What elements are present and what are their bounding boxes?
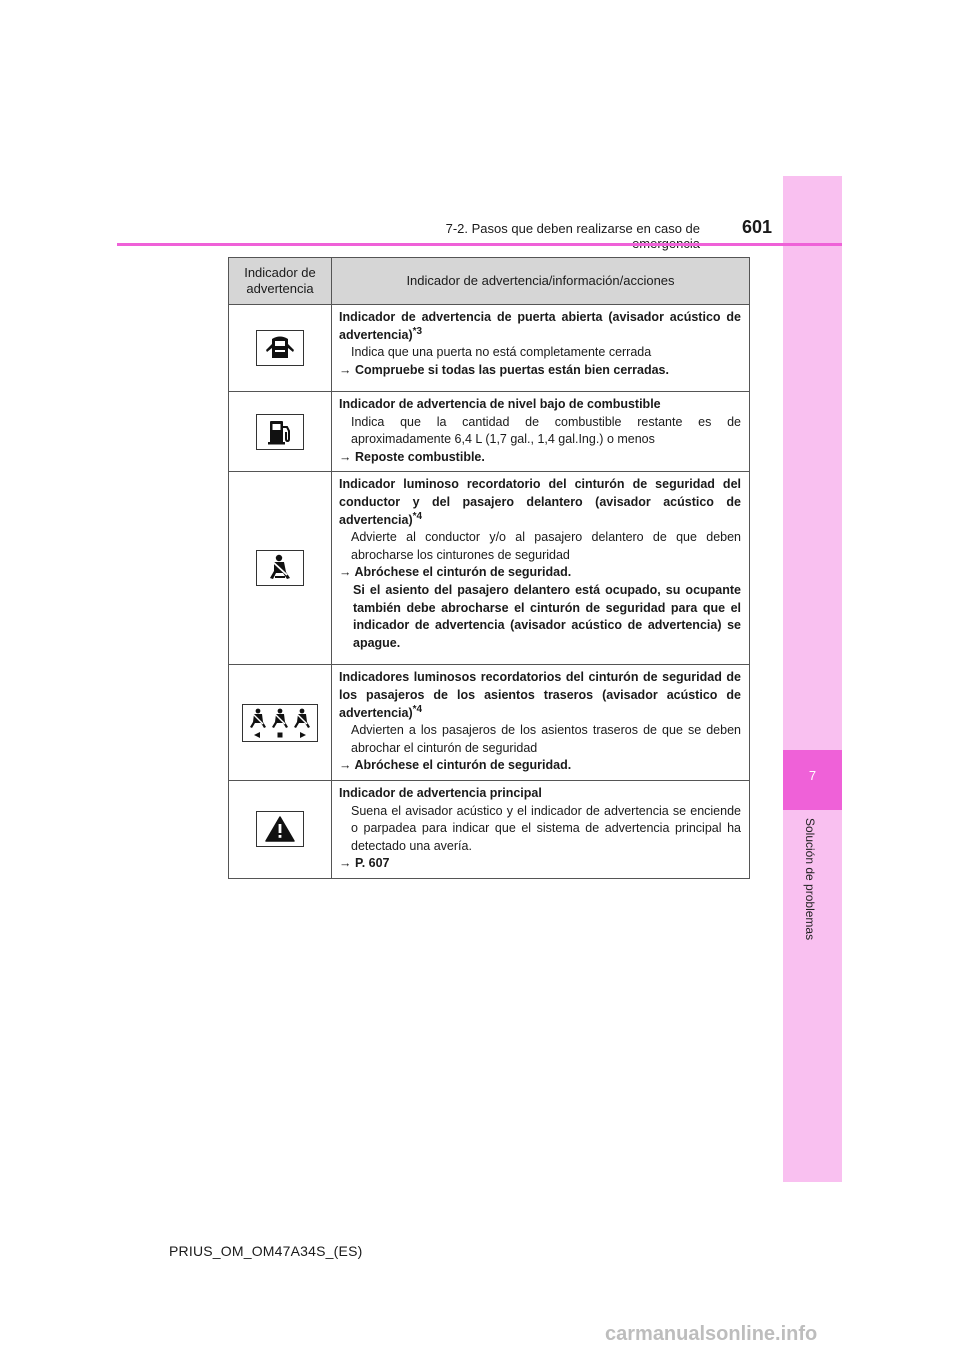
warning-indicator-table [228, 257, 750, 879]
row-description [332, 780, 750, 878]
row-title: Indicador luminoso recordatorio del cinturón de seguridad del conductor y del pasajero delantero (avisador acústico de advertencia)$^{*4}$ [339, 477, 741, 527]
rear-seatbelts-icon [242, 704, 318, 742]
header-divider [117, 243, 842, 246]
chapter-side-tab [783, 176, 842, 1182]
section-title: 7-2. Pasos que deben realizarse en caso de [445, 221, 700, 236]
row-action: → P. 607 [339, 856, 390, 871]
table-row [229, 392, 750, 472]
chapter-number: 7 [808, 768, 817, 783]
row-body: Advierten a los pasajeros de los asientos traseros de que se deben abrochar el cinturón de seguridad [351, 723, 741, 755]
row-title: Indicadores luminosos recordatorios del cinturón de seguridad de los pasajeros de los asientos traseros (avisador acústico de advertencia)$^{*4}$ [339, 670, 741, 720]
document-code: PRIUS_OM_OM47A34S_(ES) [169, 1243, 363, 1259]
row-body: Indica que una puerta no está completamente cerrada [351, 345, 652, 360]
table-row [229, 665, 750, 781]
table-row [229, 305, 750, 392]
row-title: Indicador de advertencia de puerta abierta (avisador acústico de advertencia)$^{*3}$ [339, 310, 741, 342]
table-header-row [229, 258, 750, 305]
row-description [332, 472, 750, 665]
row-body: Suena el avisador acústico y el indicador de advertencia se enciende o parpadea para indicar que el sistema de advertencia principal ha detectado una avería. [351, 803, 741, 853]
row-description [332, 305, 750, 392]
seatbelt-icon [256, 550, 304, 586]
row-title: Indicador de advertencia principal [339, 785, 542, 800]
icon-cell [229, 472, 332, 665]
chapter-title: Solución de problemas [803, 818, 817, 941]
fuel-pump-icon [256, 414, 304, 450]
row-body: Advierte al conductor y/o al pasajero delantero de que deben abrocharse los cinturones de seguridad [351, 530, 741, 562]
row-body: Indica que la cantidad de combustible restante es de aproximadamente 6,4 L (1,7 gal., 1,4 gal.Ing.) o menos [351, 414, 741, 447]
row-action: → Compruebe si todas las puertas están bien cerradas. [339, 362, 669, 377]
row-description [332, 392, 750, 472]
table-row [229, 780, 750, 878]
icon-cell [229, 665, 332, 781]
row-description [332, 665, 750, 781]
row-note: Si el asiento del pasajero delantero está ocupado, su ocupante también debe abrocharse el cinturón de seguridad para que el indicador de advertencia (avisador acústico de advertencia) se apague. [353, 582, 741, 650]
row-title: Indicador de advertencia de nivel bajo de combustible [339, 397, 661, 411]
row-action: → Abróchese el cinturón de seguridad. [339, 565, 572, 580]
header-icon-column: Indicador de advertencia [229, 258, 332, 305]
page-number: 601 [742, 217, 773, 237]
header-desc-column: Indicador de advertencia/información/acciones [332, 258, 750, 305]
icon-cell [229, 392, 332, 472]
watermark: carmanualsonline.info [605, 1323, 818, 1345]
row-action: → Reposte combustible. [339, 449, 485, 464]
door-open-icon [256, 330, 304, 366]
icon-cell [229, 780, 332, 878]
master-warning-icon [256, 811, 304, 847]
row-action: → Abróchese el cinturón de seguridad. [339, 758, 572, 773]
icon-cell [229, 305, 332, 392]
table-row [229, 472, 750, 665]
